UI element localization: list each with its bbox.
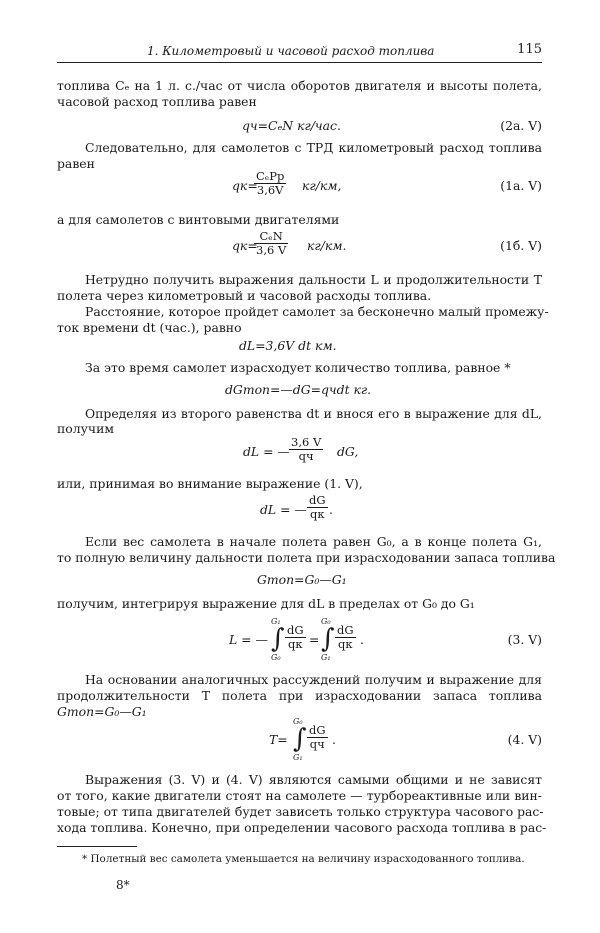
- running-title: 1. Километровый и часовой расход топлива: [147, 44, 435, 58]
- paragraph-line: Если вес самолета в начале полета равен G₀, а в конце полета G₁,: [85, 534, 542, 549]
- equation-lhs: dL = —: [243, 444, 290, 459]
- fraction-denominator: 3,6 V: [256, 243, 287, 257]
- equation-number: (1б. V): [500, 238, 542, 253]
- equation-body: Gтоп=G₀—G₁: [257, 572, 347, 587]
- equation-fraction: [307, 724, 328, 751]
- equation-tail: dG,: [337, 444, 359, 459]
- paragraph-line: Расстояние, которое пройдет самолет за бесконечно малый промежу-: [85, 304, 549, 319]
- equation-fraction: [307, 494, 328, 521]
- equation-fraction: [285, 624, 306, 651]
- equation-1b: [57, 230, 542, 264]
- paragraph-line: Нетрудно получить выражения дальности L и продолжительности T: [85, 272, 542, 287]
- equation-body: dGтоп=—dG=qчdt кг.: [225, 382, 372, 397]
- fraction-numerator: CₑN: [254, 230, 288, 244]
- integral-lower-limit: G₁: [293, 753, 303, 762]
- equation-number: (3. V): [507, 632, 542, 647]
- equation-tail: .: [332, 732, 336, 747]
- fraction-numerator: dG: [287, 623, 304, 637]
- paragraph-line: ток времени dt (час.), равно: [57, 320, 242, 335]
- integral-upper-limit: G₁: [271, 617, 281, 626]
- fraction-denominator: qк: [338, 637, 353, 651]
- paragraph-line: полета через километровый и часовой расходы топлива.: [57, 288, 432, 303]
- equation-lhs: qк=: [232, 178, 258, 193]
- equation-number: (2a. V): [500, 118, 542, 133]
- fraction-denominator: qч: [309, 737, 325, 751]
- fraction-numerator: dG: [309, 723, 326, 737]
- integral-upper-limit: G₀: [321, 617, 331, 626]
- paragraph-line: хода топлива. Конечно, при определении часового расхода топлива в рас-: [57, 820, 547, 835]
- integral-sign: G₀ ∫ G₁: [291, 720, 305, 760]
- paragraph-line: получим: [57, 421, 114, 436]
- paragraph-line: топлива Cₑ на 1 л. с./час от числа оборотов двигателя и высоты полета,: [57, 78, 542, 93]
- footnote: * Полетный вес самолета уменьшается на величину израсходованного топлива.: [82, 853, 525, 865]
- equation-fraction: [335, 624, 356, 651]
- equation-number: (1a. V): [500, 178, 542, 193]
- paragraph-line: получим, интегрируя выражение для dL в пределах от G₀ до G₁: [57, 596, 475, 611]
- paragraph-line: Следовательно, для самолетов с ТРД километровый расход топлива: [85, 140, 542, 155]
- equation-lhs: qк=: [232, 238, 258, 253]
- page-number: 115: [517, 42, 542, 57]
- equation-fraction: [254, 170, 286, 197]
- equation-lhs: T=: [269, 732, 288, 747]
- integral-sign: G₀ ∫ G₁: [319, 620, 333, 660]
- signature-mark: 8*: [116, 878, 130, 892]
- footnote-rule: [57, 846, 137, 847]
- paragraph-line: На основании аналогичных рассуждений получим и выражение для: [85, 672, 542, 687]
- equation-body: dL=3,6V dt км.: [239, 338, 337, 353]
- fraction-numerator: CₑPр: [256, 169, 285, 183]
- fraction-denominator: qч: [298, 449, 314, 463]
- equation-dL2: [57, 436, 542, 470]
- equation-unit: кг/км.: [307, 238, 347, 253]
- integral-sign: G₁ ∫ G₀: [269, 620, 283, 660]
- equation-equals: =: [309, 632, 320, 647]
- paragraph-line: а для самолетов с винтовыми двигателями: [57, 212, 340, 227]
- paragraph-line: часовой расход топлива равен: [57, 94, 257, 109]
- fraction-numerator: 3,6 V: [291, 435, 322, 449]
- equation-dL3: [57, 494, 542, 528]
- fraction-denominator: qк: [310, 507, 325, 521]
- fraction-numerator: dG: [337, 623, 354, 637]
- page-header: [57, 44, 542, 64]
- equation-tail: .: [329, 502, 333, 517]
- paragraph-line: За это время самолет израсходует количество топлива, равное *: [85, 360, 511, 375]
- equation-4: [57, 717, 542, 764]
- paragraph-line: Gтоп=G₀—G₁: [57, 704, 147, 719]
- equation-3: [57, 617, 542, 664]
- integral-upper-limit: G₀: [293, 717, 303, 726]
- equation-fraction: [254, 230, 288, 257]
- fraction-denominator: qк: [288, 637, 303, 651]
- equation-tail: .: [360, 632, 364, 647]
- equation-number: (4. V): [507, 732, 542, 747]
- equation-body: qч=CₑN кг/час.: [242, 118, 341, 133]
- equation-unit: кг/км,: [302, 178, 342, 193]
- integral-lower-limit: G₁: [321, 653, 331, 662]
- paragraph-line: товые; от типа двигателей будет зависеть только структура часового рас-: [57, 804, 544, 819]
- paragraph-line: продолжительности T полета при израсходовании запаса топлива: [57, 688, 542, 703]
- paragraph-line: или, принимая во внимание выражение (1. V),: [57, 476, 363, 491]
- fraction-numerator: dG: [309, 493, 326, 507]
- header-rule: [57, 62, 542, 63]
- equation-lhs: dL = —: [260, 502, 307, 517]
- paragraph-line: Определяя из второго равенства dt и внося его в выражение для dL,: [85, 406, 542, 421]
- paragraph-line: то полную величину дальности полета при израсходовании запаса топлива: [57, 550, 556, 565]
- equation-fraction: [289, 436, 323, 463]
- paragraph-line: от того, какие двигатели стоят на самолете — турбореактивные или вин-: [57, 788, 542, 803]
- fraction-denominator: 3,6V: [256, 183, 284, 197]
- paragraph-line: Выражения (3. V) и (4. V) являются самыми общими и не зависят: [85, 772, 542, 787]
- paragraph-line: равен: [57, 156, 95, 171]
- integral-lower-limit: G₀: [271, 653, 281, 662]
- equation-lhs: L = —: [229, 632, 268, 647]
- equation-1a: [57, 170, 542, 204]
